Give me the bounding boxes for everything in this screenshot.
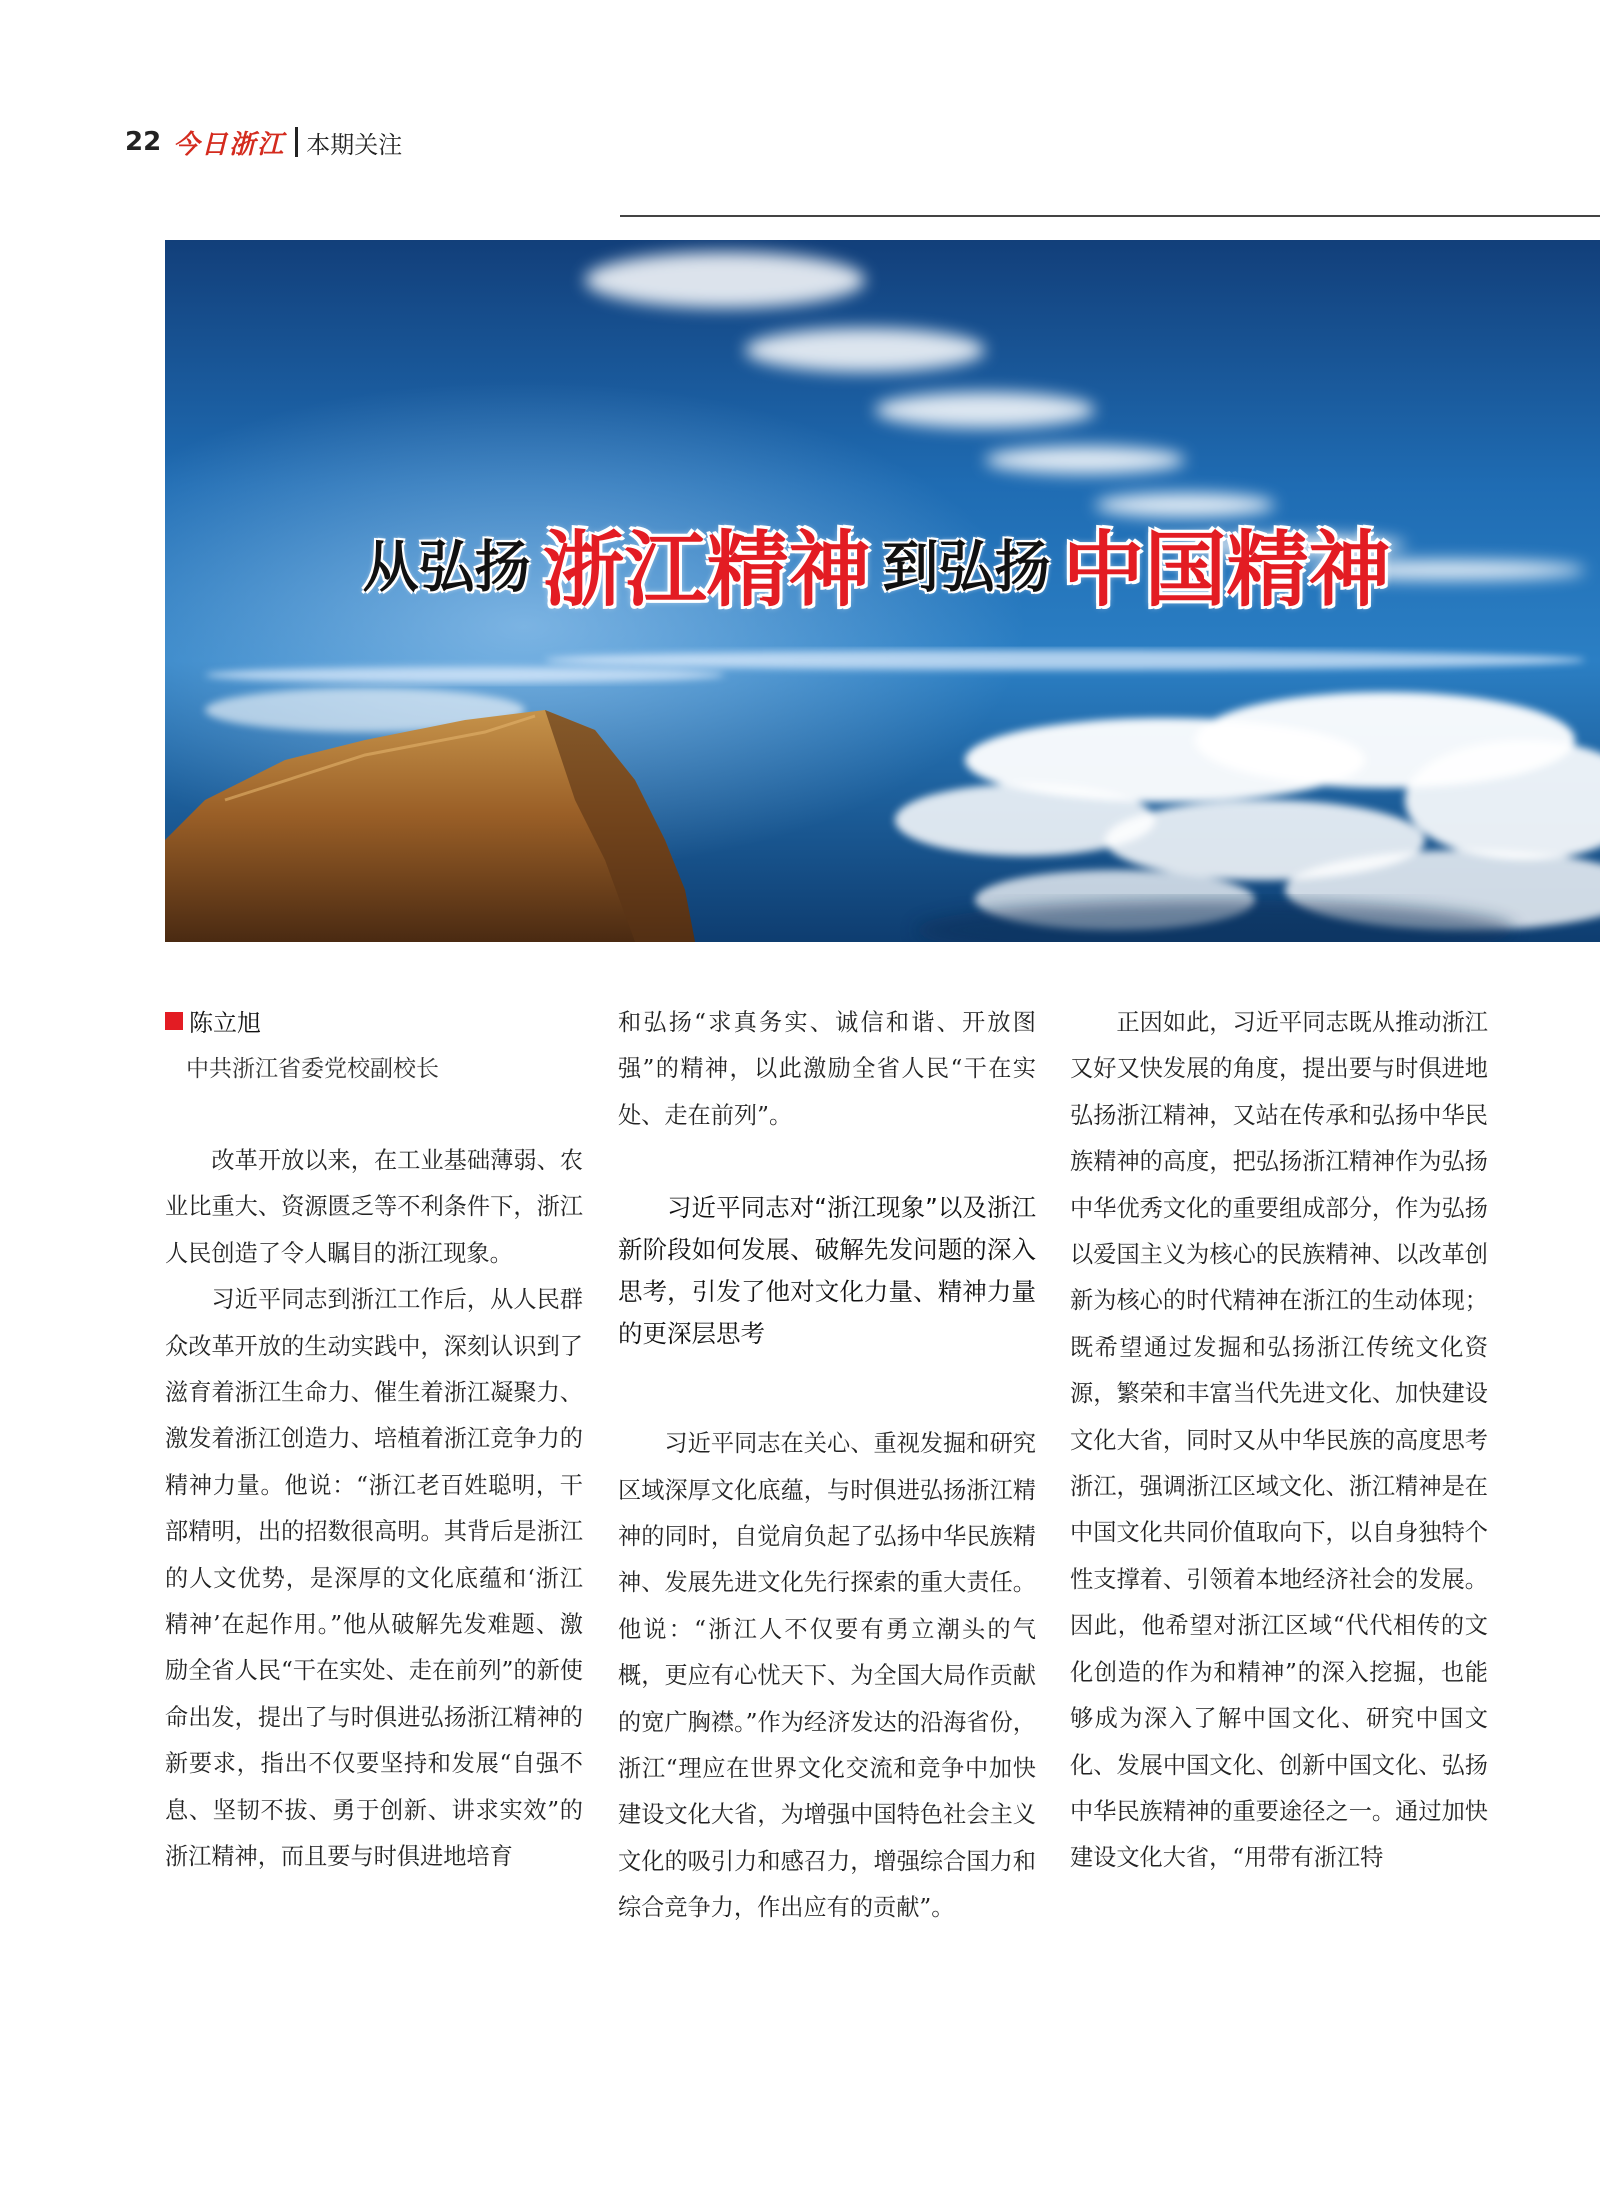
header-rule	[620, 215, 1600, 217]
paragraph-continued: 和弘扬“求真务实、诚信和谐、开放图强”的精神，以此激励全省人民“干在实处、走在前列”。	[618, 1009, 1036, 1129]
hero-image	[165, 240, 1600, 942]
header-divider	[295, 127, 298, 157]
section-label: 本期关注	[306, 130, 403, 159]
paragraph: 正因如此，习近平同志既从推动浙江又好又快发展的角度，提出要与时俱进地弘扬浙江精神，又站在传承和弘扬中华民族精神的高度，把弘扬浙江精神作为弘扬中华优秀文化的重要组成部分，作为弘扬以爱国主义为核心的民族精神、以改革创新为核心的时代精神在浙江的生动体现；既希望通过发掘和弘扬浙江传统文化资源，繁荣和丰富当代先进文化、加快建设文化大省，同时又从中华民族的高度思考浙江，强调浙江区域文化、浙江精神是在中国文化共同价值取向下，以自身独特个性支撑着、引领着本地经济社会的发展。因此，他希望对浙江区域“代代相传的文化创造的作为和精神”的深入挖掘，也能够成为深入了解中国文化、研究中国文化、发展中国文化、创新中国文化、弘扬中华民族精神的重要途径之一。通过加快建设文化大省，“用带有浙江特	[1070, 1009, 1488, 1872]
paragraph: 习近平同志到浙江工作后，从人民群众改革开放的生动实践中，深刻认识到了滋育着浙江生命力、催生着浙江凝聚力、激发着浙江创造力、培植着浙江竞争力的精神力量。他说：“浙江老百姓聪明，干部精明，出的招数很高明。其背后是浙江的人文优势，是深厚的文化底蕴和‘浙江精神’在起作用。”他从破解先发难题、激励全省人民“干在实处、走在前列”的新使命出发，提出了与时俱进弘扬浙江精神的新要求，指出不仅要坚持和发展“自强不息、坚韧不拔、勇于创新、讲求实效”的浙江精神，而且要与时俱进地培育	[165, 1286, 583, 1871]
hero-title-part1: 从弘扬	[362, 535, 531, 601]
page-header	[125, 120, 402, 164]
paragraph: 改革开放以来，在工业基础薄弱、农业比重大、资源匮乏等不利条件下，浙江人民创造了令人瞩目的浙江现象。	[165, 1147, 583, 1267]
paragraph: 习近平同志在关心、重视发掘和研究区域深厚文化底蕴，与时俱进弘扬浙江精神的同时，自觉肩负起了弘扬中华民族精神、发展先进文化先行探索的重大责任。他说：“浙江人不仅要有勇立潮头的气概，更应有心忧天下、为全国大局作贡献的宽广胸襟。”作为经济发达的沿海省份，浙江“理应在世界文化交流和竞争中加快建设文化大省，为增强中国特色社会主义文化的吸引力和感召力，增强综合国力和综合竞争力，作出应有的贡献”。	[618, 1430, 1036, 1922]
magazine-logo: 今日浙江	[173, 129, 286, 160]
article-column-2	[618, 1000, 1036, 1932]
author-name: 陈立旭	[189, 1009, 261, 1037]
page-number: 22	[125, 127, 162, 157]
hero-title-part3: 到弘扬	[882, 535, 1051, 601]
author-affiliation: 中共浙江省委党校副校长	[186, 1056, 439, 1082]
hero-title	[165, 505, 1600, 622]
article-column-1	[165, 1138, 583, 1881]
author-marker	[165, 1012, 183, 1030]
hero-title-part2: 浙江精神	[542, 523, 871, 618]
pull-quote: 习近平同志对“浙江现象”以及浙江新阶段如何发展、破解先发问题的深入思考，引发了他对文化力量、精神力量的更深层思考	[618, 1193, 1036, 1349]
hero-title-part4: 中国精神	[1062, 523, 1391, 618]
article-column-3	[1070, 1000, 1488, 1882]
author-byline	[165, 1003, 261, 1038]
